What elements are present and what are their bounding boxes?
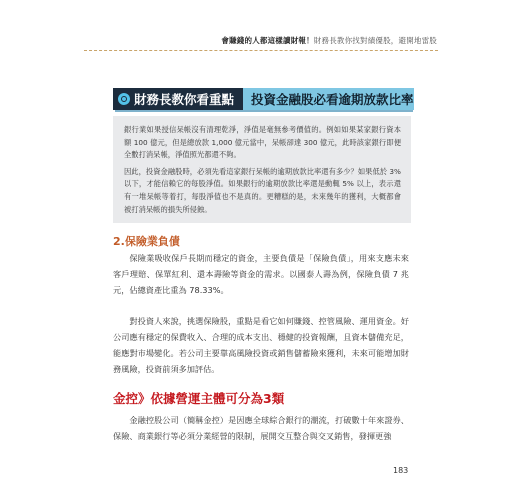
callout-right-label: 投資金融股必看逾期放款比率 [251,92,414,107]
section-heading: 2.保險業負債 [113,235,180,248]
callout-body [113,116,411,223]
next-section-heading: 金控》依據營運主體可分為3類 [113,391,285,406]
page-number: 183 [393,466,409,475]
body-paragraph: 對投資人來說，挑選保險股，重點是看它如何賺錢、控管風險、運用資金。好公司應有穩定的保費收入、合理的成本支出、穩健的投資報酬，且資本儲備充足，能應對市場變化。若公司主要靠高風險投資或銷售儲蓄險來獲利，未來可能增加財務風險，投資前須多加評估。 [113,316,409,374]
magnifier-icon [118,93,130,105]
callout-left-label-box [113,88,243,110]
running-header [0,35,437,46]
body-paragraph: 保險業吸收保戶長期而穩定的資金，主要負債是「保險負債」，用來支應未來客戶理賠、保單紅利、還本壽險等資金的需求。以國泰人壽為例，保險負債 7 兆元，佔總資產比重為 78.33%。 [113,253,409,295]
running-header-subtitle: 財務長教你找對績優股，避開地雷股 [313,36,437,45]
header-divider [84,50,438,51]
cfo-tip-callout [113,88,414,223]
callout-paragraph: 銀行業如果授信呆帳沒有清理乾淨，淨值是毫無參考價值的。例如如果某家銀行資本額 100 億元，但是總放款 1,000 億元當中，呆帳卻達 300 億元，此時該家銀行即便全數打消呆帳，淨值照光都還不夠。 [124,125,401,160]
body-paragraph-block [113,250,409,298]
callout-title-bar [113,88,414,110]
callout-left-label: 財務長教你看重點 [134,92,235,107]
callout-right-label-box [243,88,414,110]
callout-paragraph: 因此，投資金融股時，必須先看這家銀行呆帳的逾期放款比率還有多少？如果低於 3% 以下，才能信賴它的每股淨值。如果銀行的逾期放款比率還是動輒 5% 以上，表示還有一堆呆帳等着打，每股淨值也不是真的。更糟糕的是，未來幾年的獲利，大概都會被打消呆帳的損失所侵蝕。 [124,166,401,214]
body-paragraph-block [113,412,409,444]
running-header-title: 會賺錢的人都這樣讀財報！ [221,36,314,45]
body-paragraph-block [113,313,409,377]
body-paragraph: 金融控股公司（簡稱金控）是因應全球綜合銀行的潮流，打破數十年來證券、保險、商業銀行等必須分業經營的限制，展開交互整合與交叉銷售，發揮更強 [113,415,409,441]
